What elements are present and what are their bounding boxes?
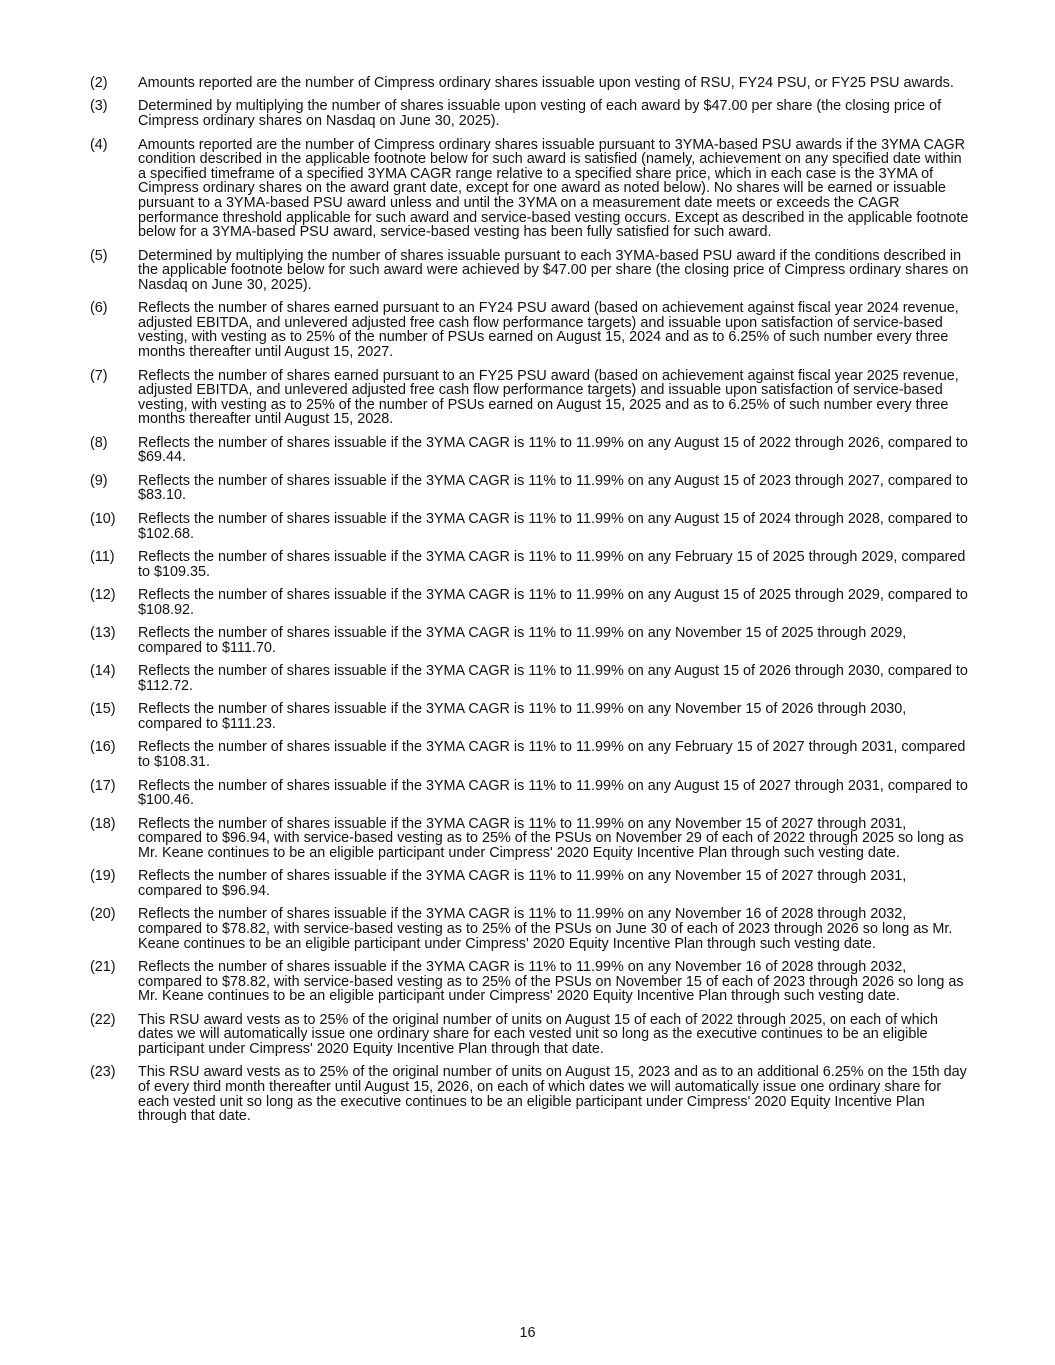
footnote-item [90, 626, 970, 655]
footnote-item [90, 249, 970, 293]
footnote-number: (6) [90, 300, 108, 317]
footnote-text: Reflects the number of shares issuable if the 3YMA CAGR is 11% to 11.99% on any August 15 of 2027 through 2031, compared to $100.46. [138, 777, 968, 809]
footnote-number: (21) [90, 959, 116, 976]
footnote-number: (3) [90, 98, 108, 115]
page-number: 16 [519, 1325, 536, 1341]
footnote-item [90, 99, 970, 128]
footnote-text: Reflects the number of shares earned pursuant to an FY24 PSU award (based on achievement against fiscal year 2024 revenue, adjusted EBITDA, and unlevered adjusted free cash flow performance targets) and issuable upon satisfaction of service-based vesting, with vesting as to 25% of the number of PSUs earned on August 15, 2024 and as to 6.25% of such number every three months thereafter until August 15, 2027. [138, 300, 959, 361]
footnote-number: (15) [90, 701, 116, 718]
footnote-item [90, 369, 970, 427]
footnote-text: Reflects the number of shares issuable if the 3YMA CAGR is 11% to 11.99% on any November 16 of 2028 through 2032, compared to $78.82, with service-based vesting as to 25% of the PSUs on November 15 of each of 2023 through 2026 so long as Mr. Keane continues to be an eligible participant under Cimpress' 2020 Equity Incentive Plan through such vesting date. [138, 959, 964, 1005]
footnote-item [90, 907, 970, 951]
footnote-text: Reflects the number of shares issuable if the 3YMA CAGR is 11% to 11.99% on any November 15 of 2026 through 2030, compared to $111.23. [138, 701, 907, 732]
footnote-text: Reflects the number of shares issuable if the 3YMA CAGR is 11% to 11.99% on any November 15 of 2025 through 2029, compared to $111.70. [138, 625, 907, 656]
footnote-number: (8) [90, 434, 108, 451]
footnote-text: Reflects the number of shares issuable if the 3YMA CAGR is 11% to 11.99% on any November 15 of 2027 through 2031, compared to $96.94. [138, 868, 907, 899]
footnote-text: Reflects the number of shares issuable if the 3YMA CAGR is 11% to 11.99% on any February 15 of 2027 through 2031, compared to $108.31. [138, 739, 966, 771]
footnote-number: (2) [90, 75, 108, 91]
footnote-item [90, 512, 970, 541]
footnote-number: (7) [90, 367, 108, 384]
footnote-text: Determined by multiplying the number of shares issuable pursuant to each 3YMA-based PSU award if the conditions described in the applicable footnote below for such award were achieved by $47.00 per share (the closing price of Cimpress ordinary shares on Nasdaq on June 30, 2025). [138, 247, 969, 293]
footnote-text: This RSU award vests as to 25% of the original number of units on August 15 of each of 2022 through 2025, on each of which dates we will automatically issue one ordinary share for each vested unit so long as the executive continues to be an eligible participant under Cimpress' 2020 Equity Incentive Plan through that date. [138, 1011, 938, 1057]
footnote-number: (16) [90, 739, 116, 756]
footnote-number: (12) [90, 587, 116, 604]
footnote-item [90, 817, 970, 861]
footnote-number: (18) [90, 815, 116, 832]
footnote-text: Reflects the number of shares issuable if the 3YMA CAGR is 11% to 11.99% on any February 15 of 2025 through 2029, compared to $109.35. [138, 549, 966, 580]
footnote-text: Amounts reported are the number of Cimpress ordinary shares issuable pursuant to 3YMA-based PSU awards if the 3YMA CAGR condition described in the applicable footnote below for such award is satisfied (namely, achievement on any specified date within a specified timeframe of a specified 3YMA CAGR range relative to a specified share price, which in each case is the 3YMA of Cimpress ordinary shares on the award grant date, except for one award as noted below). No shares will be earned or issuable pursuant to a 3YMA-based PSU award unless and until the 3YMA on a measurement date meets or exceeds the CAGR performance threshold applicable for such award and service-based vesting occurs. Except as described in the applicable footnote below for a 3YMA-based PSU award, service-based vesting has been fully satisfied for such award. [138, 136, 969, 241]
footnote-item [90, 138, 970, 240]
footnote-number: (17) [90, 777, 116, 794]
footnote-number: (13) [90, 625, 116, 642]
footnote-item [90, 702, 970, 731]
footnote-number: (10) [90, 510, 116, 527]
footnote-text: Reflects the number of shares issuable if the 3YMA CAGR is 11% to 11.99% on any August 15 of 2022 through 2026, compared to $69.44. [138, 434, 968, 466]
footnote-number: (20) [90, 906, 116, 923]
footnote-item [90, 664, 970, 693]
footnote-text: Amounts reported are the number of Cimpress ordinary shares issuable upon vesting of RSU, FY24 PSU, or FY25 PSU awards. [138, 75, 954, 91]
footnote-item [90, 301, 970, 359]
footnote-number: (19) [90, 868, 116, 885]
footnote-item [90, 76, 970, 91]
footnote-list [90, 76, 970, 1133]
footnote-number: (11) [90, 549, 115, 566]
footnote-number: (23) [90, 1064, 116, 1081]
footnote-text: Reflects the number of shares issuable if the 3YMA CAGR is 11% to 11.99% on any August 15 of 2023 through 2027, compared to $83.10. [138, 472, 968, 504]
footnote-item [90, 1065, 970, 1123]
footnote-number: (4) [90, 136, 108, 153]
footnote-item [90, 779, 970, 808]
footnote-number: (5) [90, 247, 108, 264]
footnote-text: Reflects the number of shares earned pursuant to an FY25 PSU award (based on achievement against fiscal year 2025 revenue, adjusted EBITDA, and unlevered adjusted free cash flow performance targets) and issuable upon satisfaction of service-based vesting, with vesting as to 25% of the number of PSUs earned on August 15, 2025 and as to 6.25% of such number every three months thereafter until August 15, 2028. [138, 367, 959, 428]
footnote-item [90, 740, 970, 769]
footnote-item [90, 550, 970, 579]
footnote-text: Determined by multiplying the number of shares issuable upon vesting of each award by $47.00 per share (the closing price of Cimpress ordinary shares on Nasdaq on June 30, 2025). [138, 98, 942, 130]
footnote-item [90, 1013, 970, 1057]
footnote-item [90, 869, 970, 898]
footnote-number: (14) [90, 663, 116, 680]
footnote-text: This RSU award vests as to 25% of the original number of units on August 15, 2023 and as to an additional 6.25% on the 15th day of every third month thereafter until August 15, 2026, on each of which dates we will automatically issue one ordinary share for each vested unit so long as the executive continues to be an eligible participant under Cimpress' 2020 Equity Incentive Plan through that date. [138, 1064, 967, 1125]
footnote-item [90, 436, 970, 465]
footnote-text: Reflects the number of shares issuable if the 3YMA CAGR is 11% to 11.99% on any August 15 of 2025 through 2029, compared to $108.92. [138, 587, 968, 618]
footnote-number: (9) [90, 472, 108, 489]
footnote-text: Reflects the number of shares issuable if the 3YMA CAGR is 11% to 11.99% on any August 15 of 2024 through 2028, compared to $102.68. [138, 510, 968, 542]
footnote-text: Reflects the number of shares issuable if the 3YMA CAGR is 11% to 11.99% on any August 15 of 2026 through 2030, compared to $112.72. [138, 663, 968, 694]
footnote-text: Reflects the number of shares issuable if the 3YMA CAGR is 11% to 11.99% on any November 15 of 2027 through 2031, compared to $96.94, with service-based vesting as to 25% of the PSUs on November 29 of each of 2022 through 2025 so long as Mr. Keane continues to be an eligible participant under Cimpress' 2020 Equity Incentive Plan through such vesting date. [138, 815, 964, 861]
footnote-item [90, 474, 970, 503]
footnote-number: (22) [90, 1011, 116, 1028]
footnote-text: Reflects the number of shares issuable if the 3YMA CAGR is 11% to 11.99% on any November 16 of 2028 through 2032, compared to $78.82, with service-based vesting as to 25% of the PSUs on June 30 of each of 2023 through 2026 so long as Mr. Keane continues to be an eligible participant under Cimpress' 2020 Equity Incentive Plan through such vesting date. [138, 906, 953, 952]
footnote-item [90, 588, 970, 617]
footnote-item [90, 960, 970, 1004]
